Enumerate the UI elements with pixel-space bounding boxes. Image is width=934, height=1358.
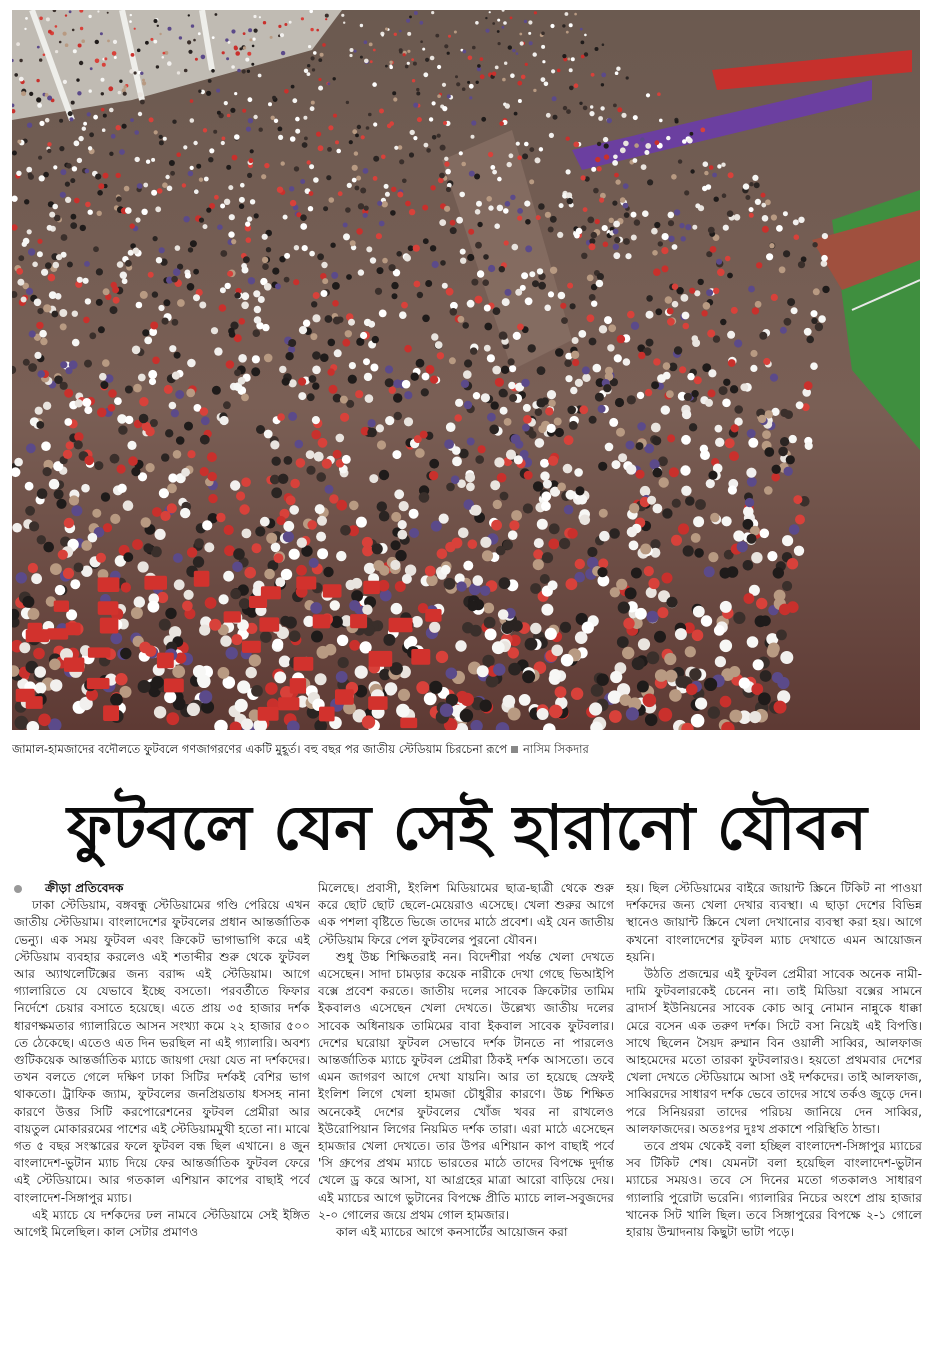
paragraph: মিলেছে। প্রবাসী, ইংলিশ মিডিয়ামের ছাত্র-ছাত্রী থেকে শুরু করে ছোট ছোট ছেলে-মেয়েরাও এসেছে। খেলা শুরুর আগে এক পশলা বৃষ্টিতে ভিজে তাদের মাঠে প্রবেশ। এই যেন জাতীয় স্টেডিয়াম ফিরে পেল ফুটবলের পুরনো যৌবন। bbox=[318, 881, 614, 947]
paragraph: তবে প্রথম থেকেই বলা হচ্ছিল বাংলাদেশ-সিঙ্গাপুর ম্যাচের সব টিকিট শেষ। যেমনটা বলা হয়েছিল বাংলাদেশ-ভুটান ম্যাচের সময়ও। তবে সে দিনের মতো গতকালও সাধারণ গ্যালারি পুরোটা ভরেনি। গ্যালারির নিচের অংশে প্রায় হাজার খানেক সিট খালি ছিল। তবে সিঙ্গাপুরের বিপক্ষে ২-১ গোলে হারায় উন্মাদনায় কিছুটা ভাটা পড়ে। bbox=[626, 1139, 922, 1240]
article-headline: ফুটবলে যেন সেই হারানো যৌবন bbox=[67, 791, 867, 864]
paragraph: শুধু উচ্চ শিক্ষিতরাই নন। বিদেশীরা পর্যন্ত খেলা দেখতে এসেছেন। সাদা চামড়ার কয়েক নারীকে দেখা গেছে ভিআইপি বক্সে প্রবেশ করতে। জাতীয় দলের সাবেক ক্রিকেটার তামিম ইকবালও এসেছেন খেলা দেখতে। উল্লেখ্য জাতীয় দলের সাবেক অধিনায়ক তামিমের বাবা ইকবাল সাবেক ফুটবলার। দেশের ঘরোয়া ফুটবল সেভাবে দর্শক টানতে না পারলেও আন্তর্জাতিক ম্যাচে ফুটবল প্রেমীরা ঠিকই দর্শক আসতো। তবে এমন জাগরণ আগে দেখা যায়নি। আর তা হয়েছে স্রেফই ইংলিশ লিগে খেলা হামজা চৌধুরীর কারণে। উচ্চ শিক্ষিত অনেকেই দেশের ফুটবলের খোঁজ খবর না রাখলেও ইউরোপিয়ান লিগের নিয়মিত দর্শক তারা। এরা মাঠে এসেছেন হামজার খেলা দেখতে। তার উপর এশিয়ান কাপ বাছাই পর্বে 'সি গ্রুপের প্রথম ম্যাচে ভারতের মাঠে তাদের বিপক্ষে দুর্দান্ত খেলে ড্র করে আসা, যা আগ্রহের মাত্রা আরো বাড়িয়ে দেয়। এই ম্যাচের আগে ভুটানের বিপক্ষে প্রীতি ম্যাচে লাল-সবুজদের ২-০ গোলের জয়ে প্রথম গোল হামজার। bbox=[318, 949, 614, 1222]
paragraph: এই ম্যাচে যে দর্শকদের ঢল নামবে স্টেডিয়ামে সেই ইঙ্গিত আগেই মিলেছিল। কাল সেটার প্রমাণও bbox=[14, 1207, 310, 1240]
paragraph: ঢাকা স্টেডিয়াম, বঙ্গবন্ধু স্টেডিয়ামের গণ্ডি পেরিয়ে এখন জাতীয় স্টেডিয়াম। বাংলাদেশের ফুটবলের প্রধান আন্তর্জাতিক ভেন্যু। এক সময় ফুটবল এবং ক্রিকেট ভাগাভাগি করে এই স্টেডিয়াম ব্যবহার করলেও এই শতাব্দীর শুরু থেকে ফুটবল আর অ্যাথলেটিক্সের জন্য বরাদ্দ এই স্টেডিয়াম। আগে গ্যালারিতে যে যেভাবে ইচ্ছে বসতো। পরবর্তীতে ফিফার নির্দেশে চেয়ার বসাতে হয়েছে। এতে প্রায় ৩৫ হাজার দর্শক ধারণক্ষমতার গ্যালারিতে আসন সংখ্যা কমে ২২ হাজার ৫০০ তে ঠেকেছে। এতেও এত দিন ভরছিল না এই গ্যালারি। অবশ্য গুটিকয়েক আন্তর্জাতিক ম্যাচে জায়গা দেয়া যেত না দর্শকদের। তখন বলতে গেলে দক্ষিণ ঢাকা সিটির দর্শকই বেশির ভাগ থাকতো। ট্রাফিক জ্যাম, ফুটবলের জনপ্রিয়তায় ধসসহ নানা কারণে উত্তর সিটি করপোরেশনের ফুটবল প্রেমীরা আর বায়তুল মোকাররমের পাশের এই স্টেডিয়ামমুখী হতো না। মাঝে গত ৫ বছর সংস্কারের ফলে ফুটবল বন্ধ ছিল এখানে। ৪ জুন বাংলাদেশ-ভুটান ম্যাচ দিয়ে ফের আন্তর্জাতিক ফুটবল ফেরে এই স্টেডিয়ামে। আর গতকাল এশিয়ান কাপের বাছাই পর্বে বাংলাদেশ-সিঙ্গাপুর ম্যাচ। bbox=[14, 898, 310, 1205]
credit-square-icon bbox=[511, 746, 518, 753]
stadium-crowd-photo bbox=[12, 10, 920, 730]
photo-caption bbox=[12, 741, 922, 757]
byline-bullet-icon bbox=[14, 885, 22, 893]
caption-text: জামাল-হামজাদের বদৌলতে ফুটবলে গণজাগরণের একটি মুহূর্ত। বহু বছর পর জাতীয় স্টেডিয়াম চিরচেনা রূপে bbox=[12, 742, 508, 756]
article-column-1 bbox=[14, 880, 310, 1350]
paragraph: কাল এই ম্যাচের আগে কনসার্টের আয়োজন করা bbox=[336, 1225, 568, 1240]
paragraph: উঠতি প্রজন্মের এই ফুটবল প্রেমীরা সাবেক অনেক নামী-দামি ফুটবলারকেই চেনেন না। তাই মিডিয়া বক্সের সামনে ব্রাদার্স ইউনিয়নের সাবেক কোচ আবু নোমান নান্নুকে ধাক্কা মেরে বসেন এক তরুণ দর্শক। সিটে বসা নিয়েই এই বিপত্তি। সাথে ছিলেন সৈয়দ রুম্মান বিন ওয়ালী সাব্বির, আলফাজ আহমেদের মতো তারকা ফুটবলারও। হয়তো প্রথমবার দেশের খেলা দেখতে স্টেডিয়ামে আসা ওই দর্শকদের। তাই আলফাজ, সাব্বিরদের সাধারণ দর্শক ভেবে তাদের সাথে তর্কও জুড়ে দেন। পরে সিনিয়ররা তাদের পরিচয় জানিয়ে দেন সাব্বির, আলফাজদের। অতঃপর দুঃখ প্রকাশে পরিস্থিতি ঠান্ডা। bbox=[626, 967, 922, 1136]
byline-text: ক্রীড়া প্রতিবেদক bbox=[45, 881, 124, 895]
paragraph: হয়। ছিল স্টেডিয়ামের বাইরে জায়ান্ট স্ক্রিনে টিকিট না পাওয়া দর্শকদের জন্য খেলা দেখার ব্যবস্থা। এ ছাড়া দেশের বিভিন্ন স্থানেও জায়ান্ট স্ক্রিনে খেলা দেখানোর ব্যবস্থা করা হয়। আগে কখনো বাংলাদেশের ফুটবল ম্যাচ দেখাতে এমন আয়োজন হয়নি। bbox=[626, 881, 922, 964]
byline bbox=[14, 880, 310, 897]
article-column-2 bbox=[318, 880, 614, 1350]
photo-credit: নাসিম সিকদার bbox=[523, 742, 589, 756]
article-column-3 bbox=[626, 880, 922, 1350]
